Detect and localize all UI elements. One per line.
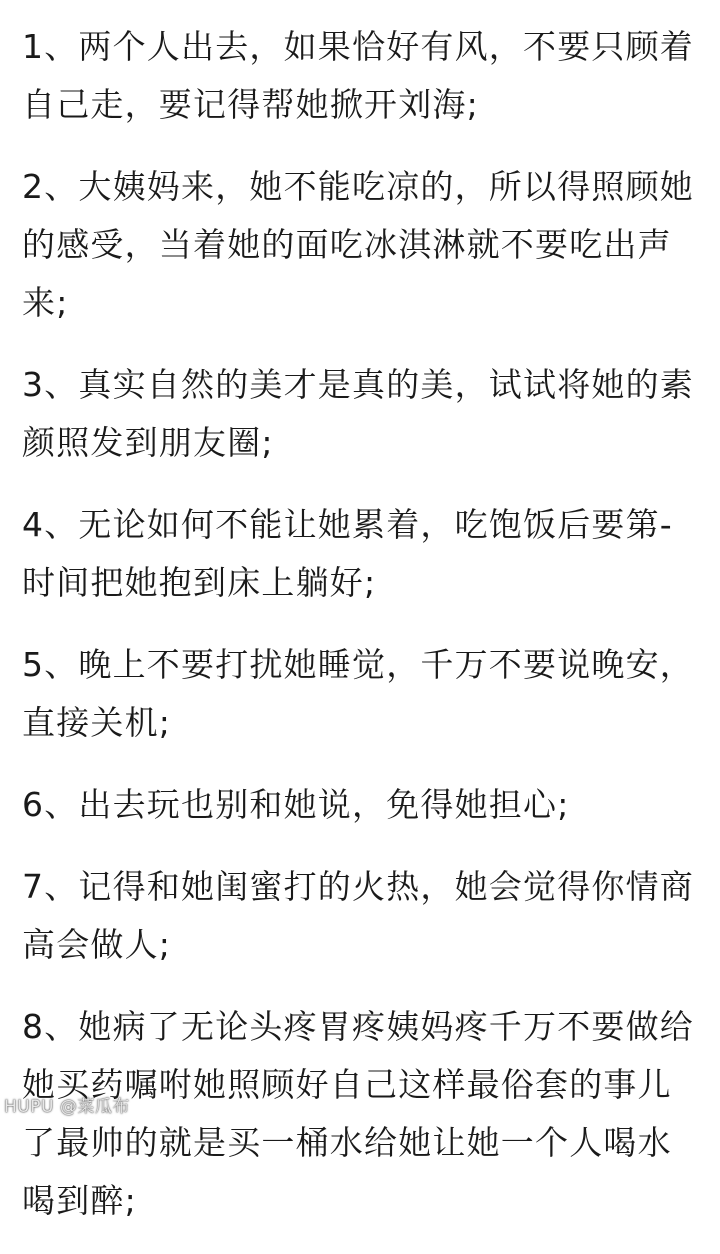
list-item-8: 8、她病了无论头疼胃疼姨妈疼千万不要做给她买药嘱咐她照顾好自己这样最俗套的事儿了最帅的就是买一桶水给她让她一个人喝水喝到醉; <box>22 1007 694 1220</box>
list-item-3: 3、真实自然的美才是真的美，试试将她的素颜照发到朋友圈; <box>22 365 694 462</box>
list-item-4: 4、无论如何不能让她累着，吃饱饭后要第-时间把她抱到床上躺好; <box>22 505 673 602</box>
list-item-6: 6、出去玩也别和她说，免得她担心; <box>22 785 570 824</box>
list-item-7: 7、记得和她闺蜜打的火热，她会觉得你情商高会做人; <box>22 867 694 964</box>
list-item-5: 5、晚上不要打扰她睡觉，千万不要说晚安，直接关机; <box>22 645 694 742</box>
list-item-1: 1、两个人出去，如果恰好有风，不要只顾着自己走，要记得帮她掀开刘海; <box>22 27 694 124</box>
list-item-2: 2、大姨妈来，她不能吃凉的，所以得照顾她的感受，当着她的面吃冰淇淋就不要吃出声来; <box>22 167 694 322</box>
watermark: HUPU @菜瓜布 <box>4 1097 130 1117</box>
article-list <box>22 18 698 1254</box>
